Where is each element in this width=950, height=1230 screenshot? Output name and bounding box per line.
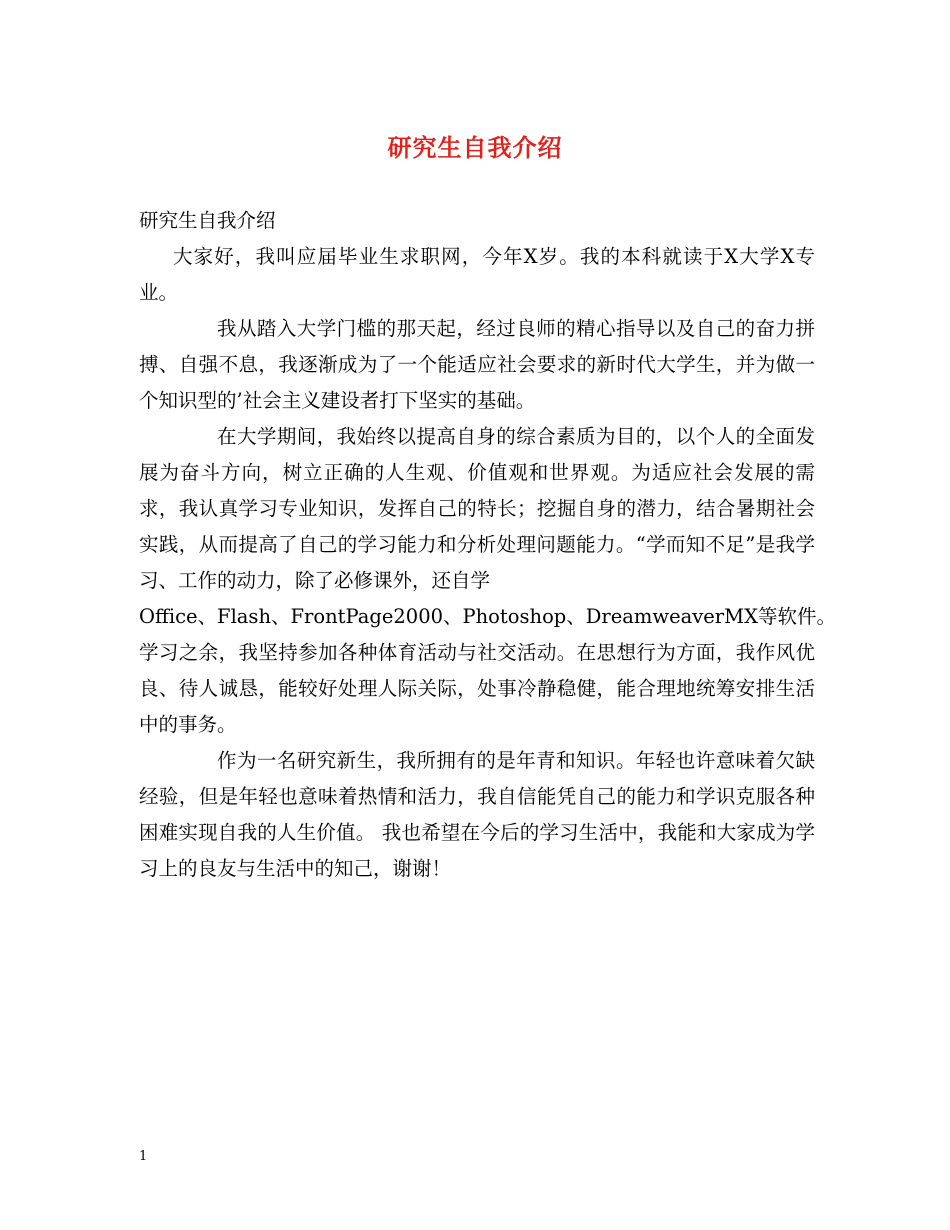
- document-body: [139, 203, 836, 887]
- paragraph-software-list: Office、Flash、FrontPage2000、Photoshop、DreamweaverMX等软件。: [139, 605, 836, 628]
- paragraph-conclusion: 作为一名研究新生，我所拥有的是年青和知识。年轻也许意味着欠缺经验，但是年轻也意味着热情和活力，我自信能凭自己的能力和学识克服各种困难实现自我的人生价值。 我也希望在今后的学习生活中，我能和大家成为学习上的良友与生活中的知己，谢谢！: [139, 749, 815, 880]
- body-heading: 研究生自我介绍: [139, 209, 276, 232]
- paragraph-intro: 大家好，我叫应届毕业生求职网，今年X岁。我的本科就读于X大学X专业。: [139, 245, 815, 304]
- document-title: 研究生自我介绍: [387, 133, 563, 162]
- paragraph-university-period: 在大学期间，我始终以提高自身的综合素质为目的，以个人的全面发展为奋斗方向，树立正确的人生观、价值观和世界观。为适应社会发展的需求，我认真学习专业知识，发挥自己的特长；挖掘自身的潜力，结合暑期社会实践，从而提高了自己的学习能力和分析处理问题能力。“学而知不足”是我学习、工作的动力，除了必修课外，还自学: [139, 425, 815, 592]
- page-number: 1: [139, 1149, 148, 1164]
- paragraph-university-start: 我从踏入大学门槛的那天起，经过良师的精心指导以及自己的奋力拼搏、自强不息，我逐渐成为了一个能适应社会要求的新时代大学生，并为做一个知识型的’社会主义建设者打下坚实的基础。: [139, 317, 815, 412]
- paragraph-activities: 学习之余，我坚持参加各种体育活动与社交活动。在思想行为方面，我作风优良、待人诚恳，能较好处理人际关际，处事冷静稳健，能合理地统筹安排生活中的事务。: [139, 641, 815, 736]
